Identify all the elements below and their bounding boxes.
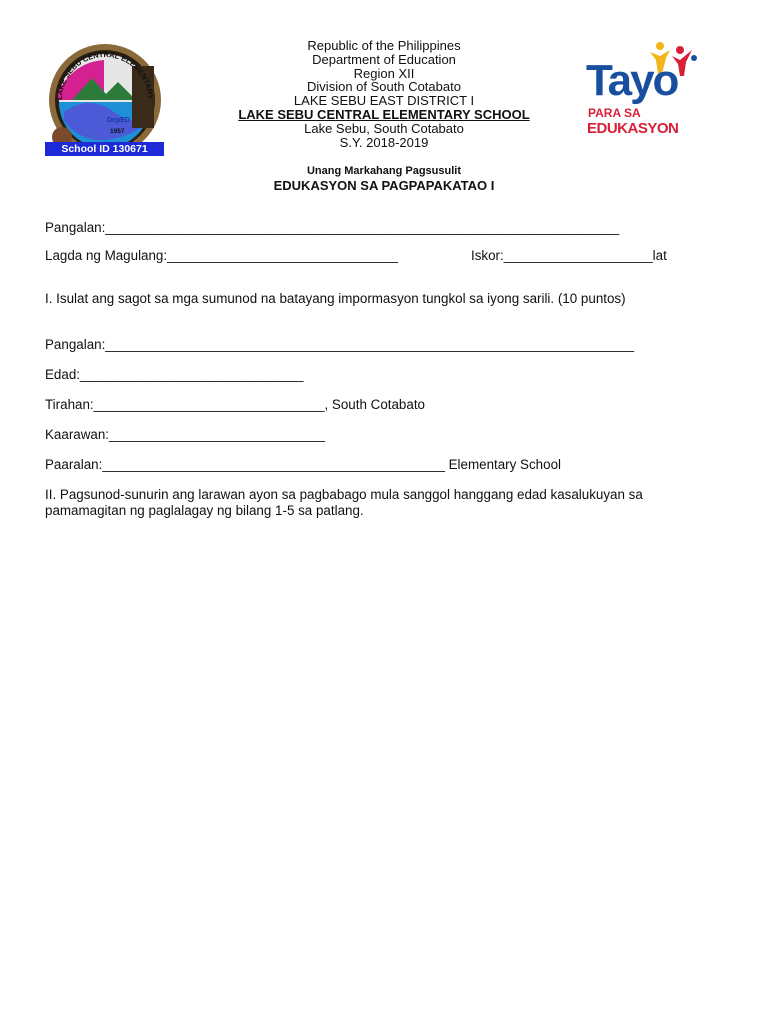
instruction-part-2-line-2: pamamagitan ng paglalagay ng bilang 1-5 sa patlang.	[45, 503, 364, 518]
address-field-line: Tirahan:_______________________________, South Cotabato	[45, 397, 425, 412]
student-name-line: Pangalan:_____________________________________________________________________	[45, 220, 620, 235]
logo-para-sa-text: PARA SA	[588, 106, 641, 120]
name-field-line: Pangalan:_______________________________________________________________________	[45, 337, 635, 352]
seal-year: 1957	[110, 128, 125, 135]
school-field-line: Paaralan:______________________________________________ Elementary School	[45, 457, 562, 472]
seal-arc-text: LAKE SEBU CENTRAL ELEMENTARY	[54, 49, 156, 101]
birthday-field-line: Kaarawan:_____________________________	[45, 427, 325, 442]
tayo-para-sa-edukasyon-logo	[582, 40, 714, 140]
school-seal	[44, 42, 166, 158]
parent-signature-line: Lagda ng Magulang:_______________________________	[45, 248, 398, 263]
age-field-line: Edad:______________________________	[45, 367, 304, 382]
school-year: S.Y. 2018-2019	[339, 134, 429, 150]
letterhead	[200, 39, 568, 149]
school-location: Lake Sebu, South Cotabato	[304, 120, 464, 136]
header-line: LAKE SEBU EAST DISTRICT I	[293, 93, 475, 109]
instruction-part-1: I. Isulat ang sagot sa mga sumunod na batayang impormasyon tungkol sa iyong sarili. (10 puntos)	[45, 291, 626, 306]
header-line: Division of South Cotabato	[307, 79, 461, 95]
header-line: Republic of the Philippines	[307, 38, 461, 53]
header-line: Region XII	[353, 65, 415, 81]
logo-tayo-text: Tayo	[586, 56, 678, 105]
instruction-part-2-line-1: II. Pagsunod-sunurin ang larawan ayon sa pagbabago mula sanggol hanggang edad kasalukuyan sa	[45, 487, 643, 502]
school-name: LAKE SEBU CENTRAL ELEMENTARY SCHOOL	[238, 106, 530, 122]
school-id-badge: School ID 130671	[45, 142, 164, 156]
quiz-title: Unang Markahang Pagsusulit	[306, 165, 462, 177]
subject-title: EDUKASYON SA PAGPAPAKATAO I	[273, 178, 495, 193]
header-line: Department of Education	[312, 51, 456, 67]
seal-deped-label: DepED	[107, 117, 130, 124]
logo-edukasyon-text: EDUKASYON	[587, 120, 679, 137]
score-line: Iskor:____________________lat	[471, 248, 667, 263]
